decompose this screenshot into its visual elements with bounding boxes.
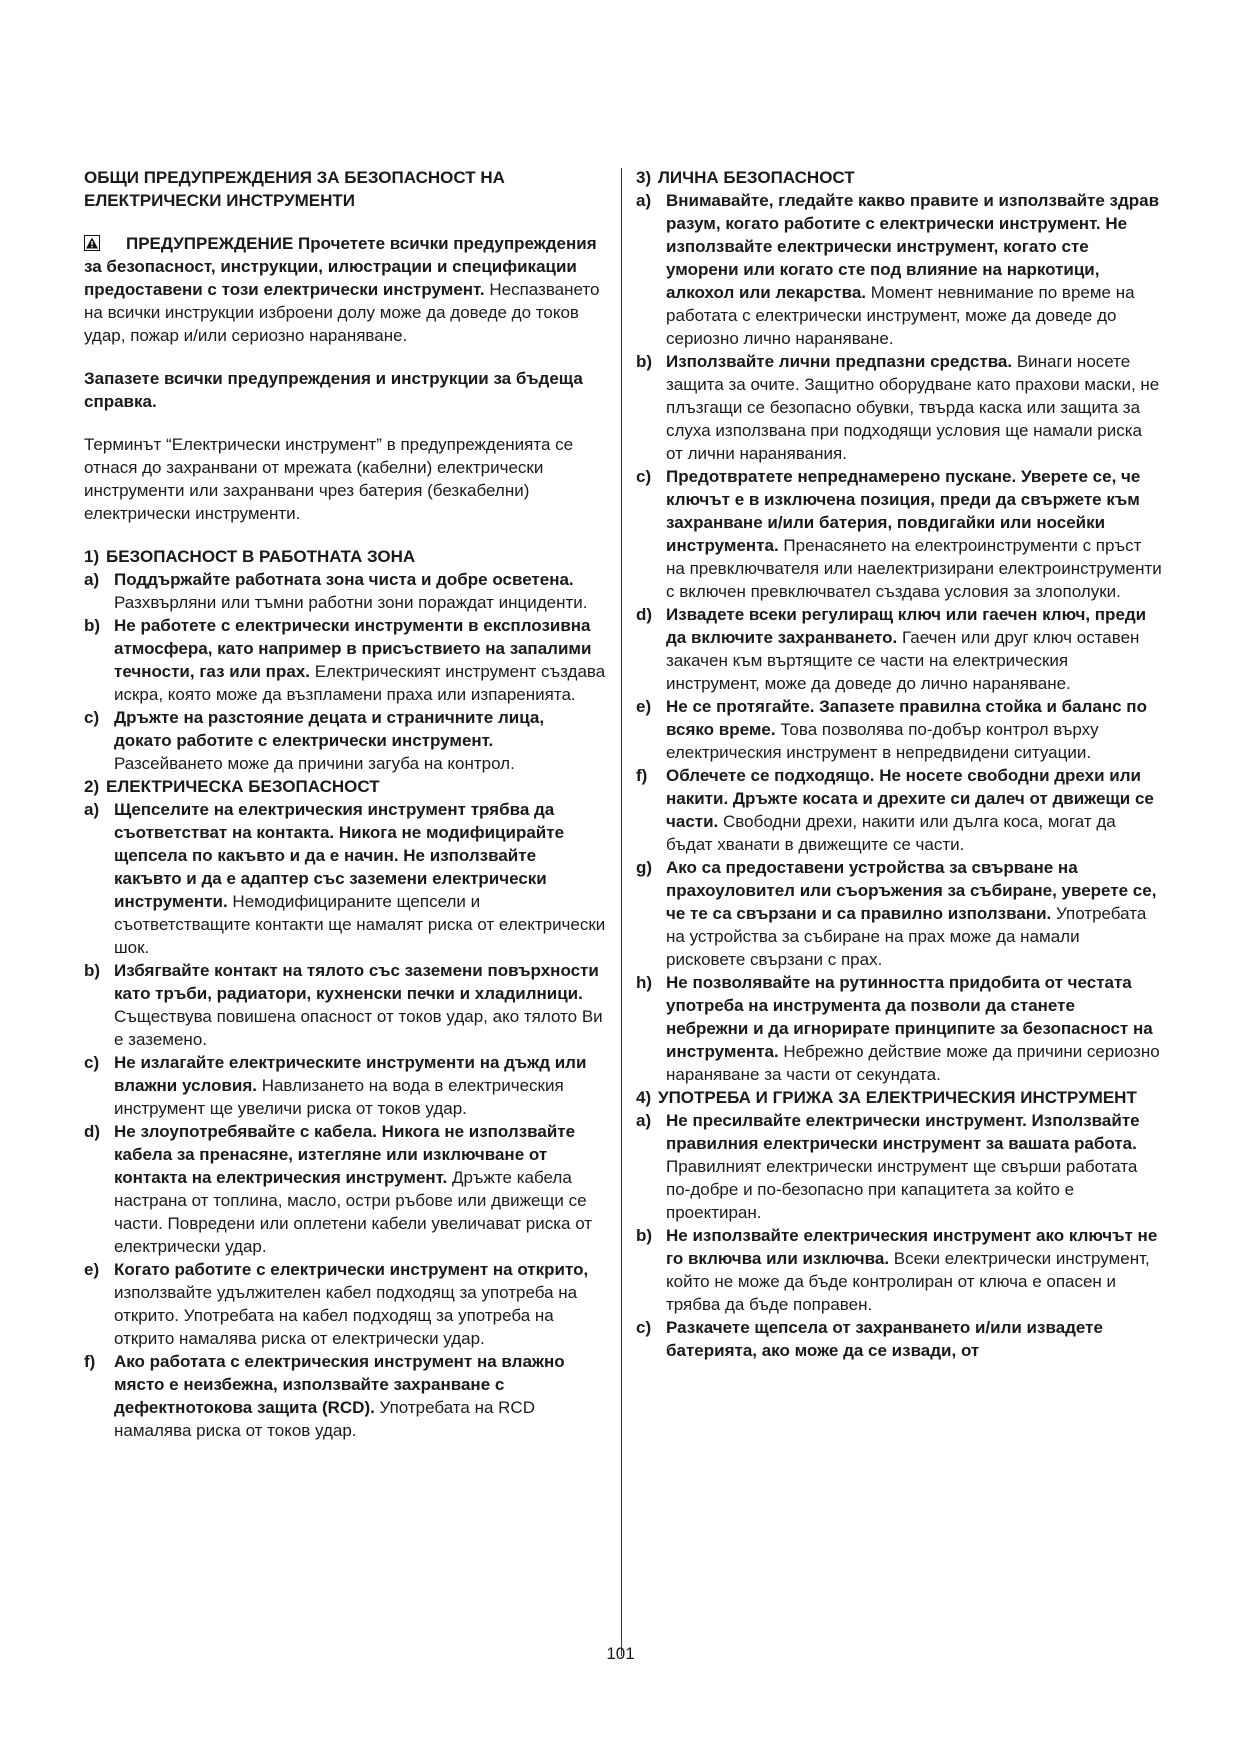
list-item: b) Не работете с електрически инструменти в експлозивна атмосфера, като например в присъствието на запалими течности, газ или прах. Електрическият инструмент създава искра, която може да възпламени праха или изпаренията. [84,616,606,704]
section-4-title: 4) УПОТРЕБА И ГРИЖА ЗА ЕЛЕКТРИЧЕСКИЯ ИНСТРУМЕНТ [636,1088,1137,1107]
list-item: a) Щепселите на електрическия инструмент трябва да съответстват на контакта. Никога не модифицирайте щепсела по какъвто и да е начин. Не използвайте какъвто и да е адаптер със заземени електрически инструменти. Немодифицираните щепсели и съответстващите контакти ще намалят риска от електрически шок. [84,800,606,957]
list-item: a) Не пресилвайте електрически инструмент. Използвайте правилния електрически инструмент за вашата работа. Правилният електрически инструмент ще свърши работата по-добре и по-безопасно при капацитета за който е проектиран. [636,1111,1140,1222]
right-column [636,166,1162,1362]
list-item: b) Използвайте лични предпазни средства. Винаги носете защита за очите. Защитно оборудване като прахови маски, не плъзгащи се безопасно обувки, твърда каска или защита за слуха използвана при подходящи условия ще намали риска от лични наранявания. [636,352,1160,463]
list-item: c) Не излагайте електрическите инструменти на дъжд или влажни условия. Навлизането на вода в електрическия инструмент ще увеличи риска от токов удар. [84,1053,587,1118]
list-item: c) Разкачете щепсела от захранването и/или извадете батерията, ако може да се извади, от [636,1318,1103,1360]
section-1-items [84,568,606,775]
page-title: ОБЩИ ПРЕДУПРЕЖДЕНИЯ ЗА БЕЗОПАСНОСТ НА ЕЛЕКТРИЧЕСКИ ИНСТРУМЕНТИ [84,168,505,210]
section-2-title: 2) ЕЛЕКТРИЧЕСКА БЕЗОПАСНОСТ [84,777,380,796]
list-item: c) Предотвратете непреднамерено пускане. Уверете се, че ключът е в изключена позиция, преди да свържете към захранване и/или батерия, повдигайки или носейки инструмента. Пренасянето на електроинструменти с пръст на превключвателя или наелектризирани електроинструменти с включен превключвател създава условия за злополуки. [636,467,1162,601]
list-item: a) Внимавайте, гледайте какво правите и използвайте здрав разум, когато работите с електрически инструмент. Не използвайте електрически инструмент, когато сте уморени или когато сте под влияние на наркотици, алкохол или лекарства. Момент невнимание по време на работата с електрически инструмент, може да доведе до сериозно лично нараняване. [636,191,1160,348]
section-3-items [636,189,1162,1086]
warning-bold-text: ПРЕДУПРЕЖДЕНИЕ Прочетете всички предупреждения за безопасност, инструкции, илюстрации и спецификации предоставени с този електрически инструмент. [84,234,597,299]
warning-normal-text: Неспазването на всички инструкции изброени долу може да доведе до токов удар, пожар и/или сериозно нараняване. [84,280,600,345]
section-3-title: 3) ЛИЧНА БЕЗОПАСНОСТ [636,168,855,187]
list-item: e) Когато работите с електрически инструмент на открито, използвайте удължителен кабел подходящ за употреба на открито. Употребата на кабел подходящ за употреба на открито намалява риска от електрически удар. [84,1260,589,1348]
column-divider [621,168,622,1656]
list-item: d) Извадете всеки регулиращ ключ или гаечен ключ, преди да включите захранването. Гаечен или друг ключ оставен закачен към въртящите се части на електрическия инструмент, може да доведе до лично нараняване. [636,605,1147,693]
list-item: c) Дръжте на разстояние децата и страничните лица, докато работите с електрически инструмент. Разсейването може да причини загуба на контрол. [84,708,545,773]
section-1-title: 1) БЕЗОПАСНОСТ В РАБОТНАТА ЗОНА [84,547,416,566]
left-column [84,166,606,1442]
save-instructions-note: Запазете всички предупреждения и инструкции за бъдеща справка. [84,369,583,411]
list-item: e) Не се протягайте. Запазете правилна стойка и баланс по всяко време. Това позволява по-добър контрол върху електрическия инструмент в непредвидени ситуации. [636,697,1147,762]
list-item: b) Избягвайте контакт на тялото със заземени повърхности като тръби, радиатори, кухненски печки и хладилници. Съществува повишена опасност от токов удар, ако тялото Ви е заземено. [84,961,603,1049]
term-definition-note: Терминът “Електрически инструмент” в предупрежденията се отнася до захранвани от мрежата (кабелни) електрически инструменти или захранвани чрез батерия (безкабелни) електрически инструменти. [84,435,574,523]
list-item: a) Поддържайте работната зона чиста и добре осветена. Разхвърляни или тъмни работни зони пораждат инциденти. [84,570,588,612]
section-4-items [636,1109,1162,1362]
page-number: 101 [606,1644,635,1663]
section-2-items [84,798,606,1442]
list-item: g) Ако са предоставени устройства за свърване на прахоуловител или съоръжения за събиране, уверете се, че те са свързани и са правилно използвани. Употребата на устройства за събиране на прах може да намали рисковете свързани с прах. [636,858,1157,969]
list-item: f) Облечете се подходящо. Не носете свободни дрехи или накити. Дръжте косата и дрехите си далеч от движещи се части. Свободни дрехи, накити или дълга коса, могат да бъдат хванати в движещите се части. [636,766,1154,854]
warning-triangle-icon [84,235,100,251]
list-item: h) Не позволявайте на рутинността придобита от честата употреба на инструмента да позволи да станете небрежни и да игнорирате принципите за безопасност на инструмента. Небрежно действие може да причини сериозно нараняване за части от секундата. [636,973,1160,1084]
list-item: f) Ако работата с електрическия инструмент на влажно място е неизбежна, използвайте захранване с дефектнотокова защита (RCD). Употребата на RCD намалява риска от токов удар. [84,1352,565,1440]
list-item: b) Не използвайте електрическия инструмент ако ключът не го включва или изключва. Всеки електрически инструмент, който не може да бъде контролиран от ключа е опасен и трябва да бъде поправен. [636,1226,1158,1314]
general-warning [84,232,606,347]
list-item: d) Не злоупотребявайте с кабела. Никога не използвайте кабела за пренасяне, изтегляне или изключване от контакта на електрическия инструмент. Дръжте кабела настрана от топлина, масло, остри ръбове или движещи се части. Повредени или оплетени кабели увеличават риска от електрически удар. [84,1122,593,1256]
